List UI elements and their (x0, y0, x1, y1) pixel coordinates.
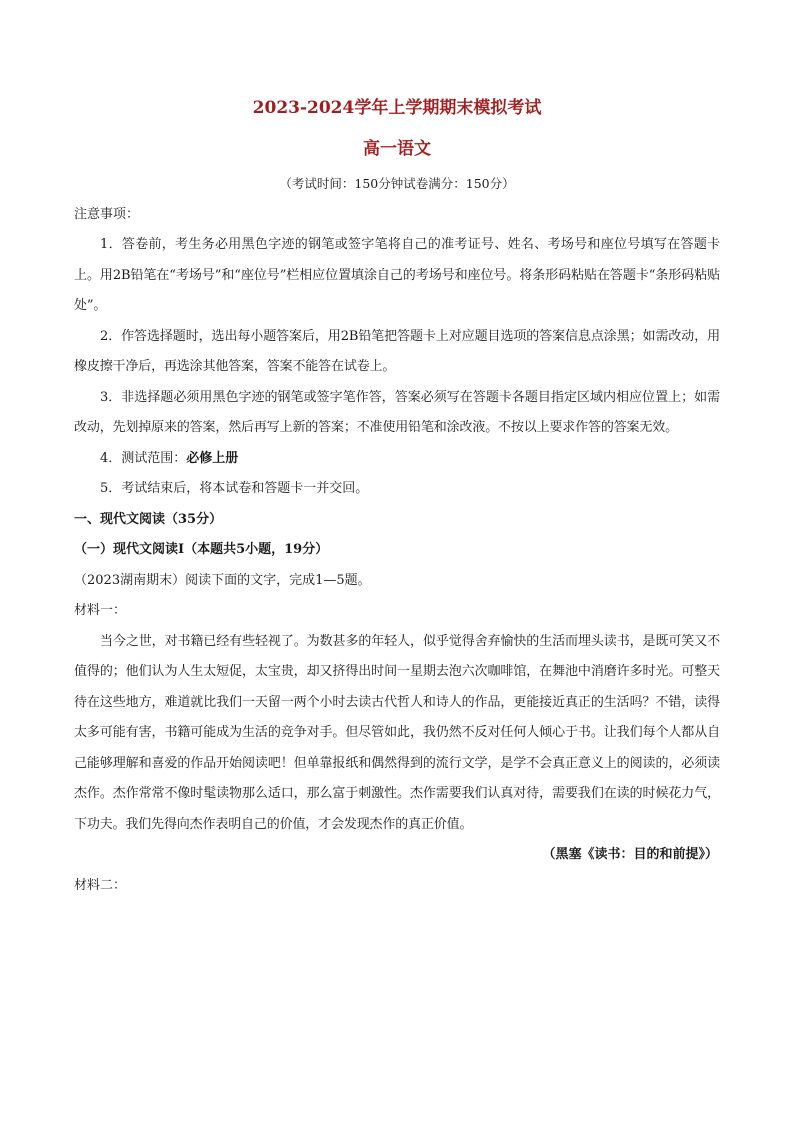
notice-item-2: 2．作答选择题时，选出每小题答案后，用2B铅笔把答题卡上对应题目选项的答案信息点涂黑；如需改动，用橡皮擦干净后，再选涂其他答案，答案不能答在试卷上。 (74, 328, 720, 374)
notice-item-4 (74, 444, 720, 475)
notice-item-1: 1．答卷前，考生务必用黑色字迹的钢笔或签字笔将自己的准考证号、姓名、考场号和座位号填写在答题卡上。用2B铅笔在“考场号”和“座位号”栏相应位置填涂自己的考场号和座位号。将条形码粘贴在答题卡“条形码粘贴处”。 (74, 237, 720, 313)
material-1-label: 材料一： (74, 603, 127, 618)
material-2-label: 材料二： (74, 877, 127, 893)
exam-title: 2023-2024学年上学期期末模拟考试 (252, 98, 542, 118)
sub-section-heading: （一）现代文阅读Ⅰ（本题共5小题，19分） (74, 542, 329, 557)
section-heading: 一、现代文阅读（35分） (74, 511, 223, 527)
exam-info: （考试时间：150分钟试卷满分：150分） (279, 176, 515, 191)
notice-heading: 注意事项： (74, 206, 140, 222)
test-scope-value: 必修上册 (186, 450, 239, 466)
notice-item-4-label: 4．测试范围： (100, 450, 187, 466)
notice-item-5: 5．考试结束后，将本试卷和答题卡一并交回。 (100, 481, 369, 496)
reading-instruction: （2023湖南期末）阅读下面的文字，完成1—5题。 (74, 572, 371, 588)
notice-item-3: 3．非选择题必须用黑色字迹的钢笔或签字笔作答，答案必须写在答题卡各题目指定区域内相应位置上；如需改动，先划掉原来的答案，然后再写上新的答案；不准使用铅笔和涂改液。不按以上要求作答的答案无效。 (74, 389, 720, 435)
material-1-text: 当今之世，对书籍已经有些轻视了。为数甚多的年轻人，似乎觉得舍弃愉快的生活而埋头读书，是既可笑又不值得的；他们认为人生太短促，太宝贵，却又挤得出时间一星期去泡六次咖啡馆，在舞池中消磨许多时光。可整天待在这些地方，难道就比我们一天留一两个小时去读古代哲人和诗人的作品，更能接近真正的生活吗？不错，读得太多可能有害，书籍可能成为生活的竞争对手。但尽管如此，我仍然不反对任何人倾心于书。让我们每个人都从自己能够理解和喜爱的作品开始阅读吧！但单靠报纸和偶然得到的流行文学，是学不会真正意义上的阅读的，必须读杰作。杰作常常不像时髦读物那么适口，那么富于刺激性。杰作需要我们认真对待，需要我们在读的时候花力气，下功夫。我们先得向杰作表明自己的价值，才会发现杰作的真正价值。 (74, 633, 720, 832)
material-1-source: （黑塞《读书：目的和前提》） (542, 847, 718, 862)
subject-title: 高一语文 (363, 139, 431, 159)
